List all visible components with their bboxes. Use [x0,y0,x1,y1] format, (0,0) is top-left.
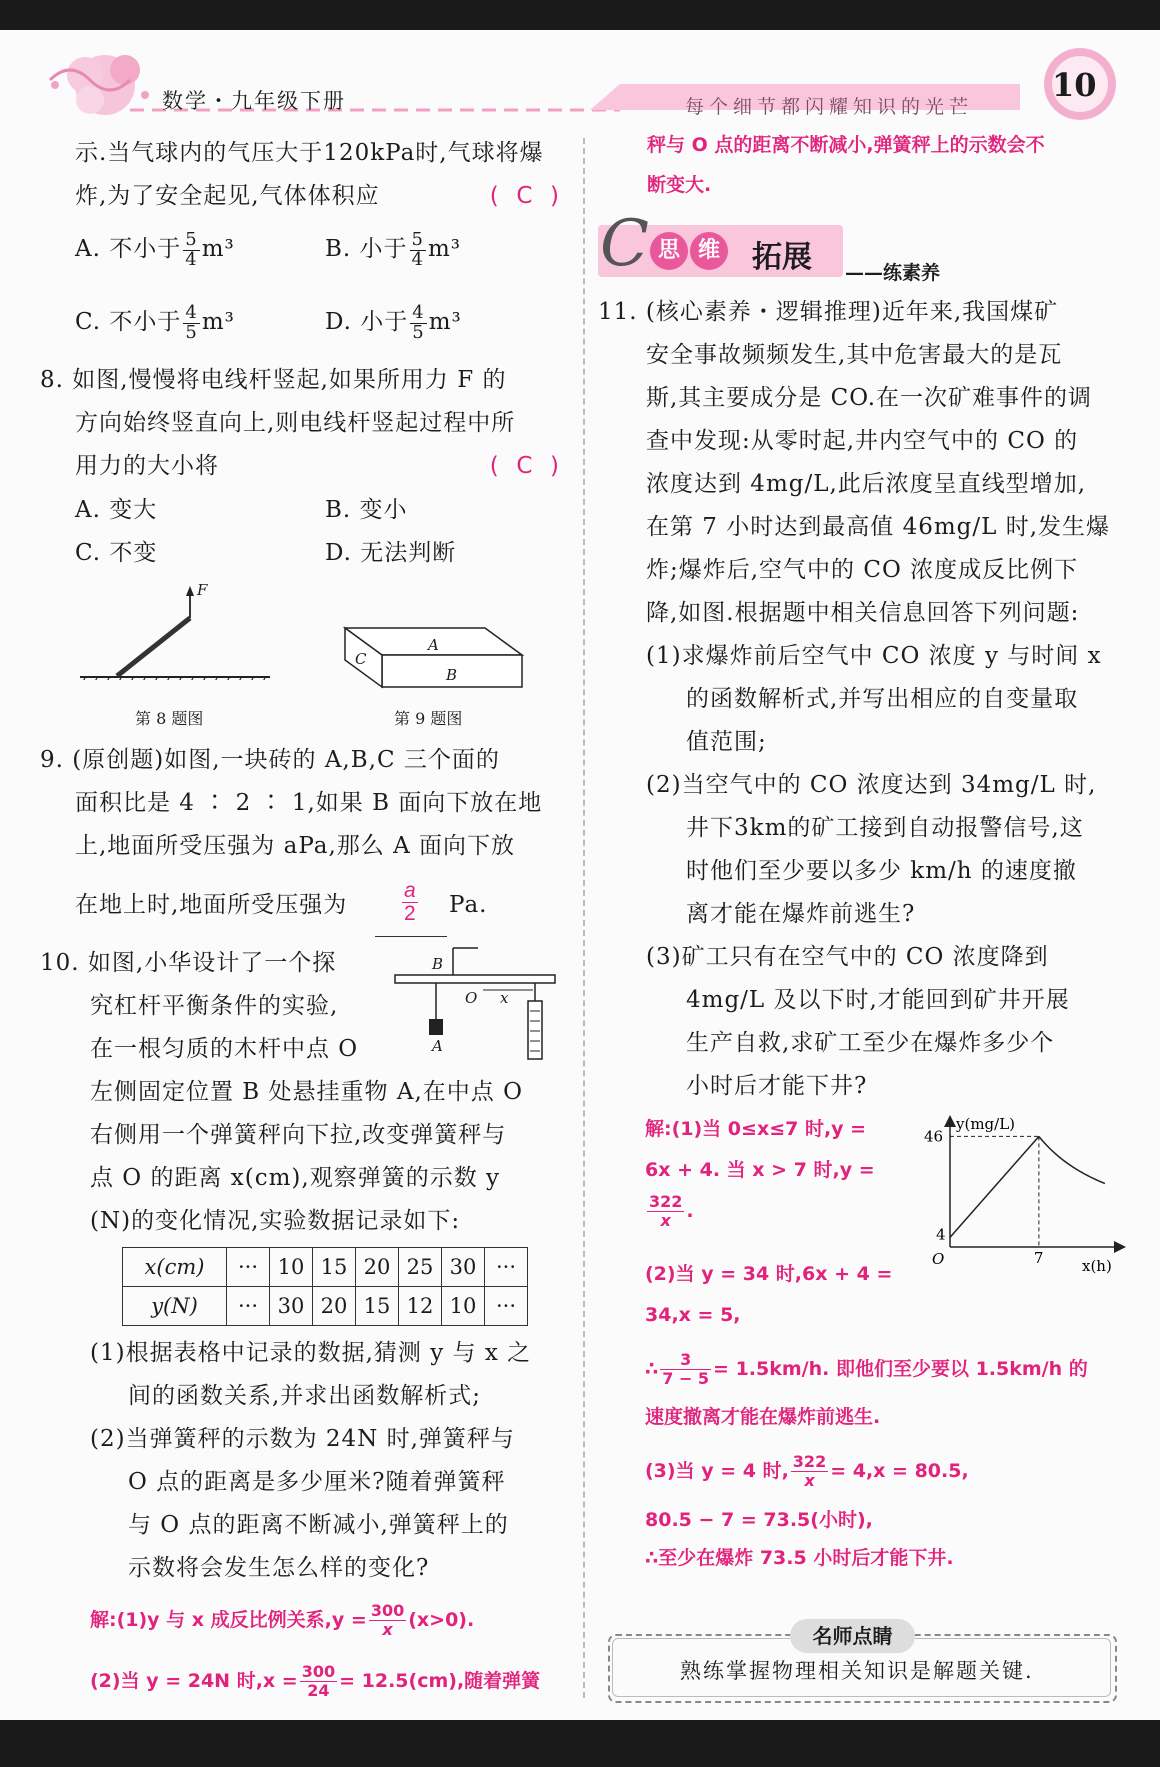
q10-data-table [122,1247,528,1326]
q11-answer-2b: ∴ $\frac{3}{7 - 5}$ = 1.5km/h. 即他们至少要以 1.5km/h 的 [645,1350,1088,1388]
table-cell: ··· [227,1248,270,1287]
x-tick-label: 7 [1033,1249,1044,1267]
tip-text: 熟练掌握物理相关知识是解题关键. [680,1659,1034,1683]
q8-option-d: D. 无法判断 [325,540,457,566]
fig9-label-a: A [428,636,439,654]
fig8-caption: 第 8 题图 [135,709,204,728]
flower-ornament-icon [50,55,149,115]
fig9-label-c: C [355,650,367,668]
q11-answer-2a: (2)当 y = 34 时,6x + 4 = 34,x = 5, [645,1263,893,1326]
table-row [123,1287,528,1326]
q7-answer: C [516,183,534,209]
y-tick-label: 46 [924,1127,944,1146]
q9-answer: $\frac{a}{2}$ [404,879,416,926]
table-cell: 30 [270,1287,313,1326]
question-8: 8. 如图,慢慢将电线杆竖起,如果所用力 F 的 方向始终竖直向上,则电线杆竖起过程中所 用力的大小将 ( C ) [40,367,560,479]
fig10-label-b: B [432,955,444,973]
tip-title: 名师点睛 [790,1619,915,1653]
q10-solution-2: (2)当 y = 24N 时,x = $\frac{300}{24}$ = 12.5(cm),随着弹簧 [90,1662,541,1700]
table-cell: ··· [485,1287,528,1326]
table-cell: 20 [356,1248,399,1287]
fig10-label-o: O [465,989,478,1007]
section-title-char-2: 维 [690,232,728,270]
figure-10-lever [393,945,563,1065]
header-subject: 数学・九年级下册 [162,89,346,113]
fig10-label-a: A [432,1037,443,1055]
table-cell: 25 [399,1248,442,1287]
table-cell: x(cm) [123,1248,227,1287]
question-11: 11. (核心素养・逻辑推理)近年来,我国煤矿 安全事故频频发生,其中危害最大的是瓦 斯,其主要成分是 CO.在一次矿难事件的调 查中发现:从零时起,井内空气中的 CO 的 浓度达到 4mg/L,此后浓度呈直线型增加, 在第 7 小时达到最高值 46mg/L 时,发生爆 炸;爆炸后,空气中的 CO 浓度成反比例下 降,如图.根据题中相关信息回答下列问题: (1)求爆炸前后空气中 CO 浓度 y 与时间 x 的函数解析式,并写出相应的自变量取 值范围; (2)当空气中的 CO 浓度达到 34mg/L 时, 井下3km的矿工接到自动报警信号,这 时他们至少要以多少 km/h 的速度撤 离才能在爆炸前逃生? (3)矿工只有在空气中的 CO 浓度降到 4mg/L 及以下时,才能回到矿井开展 生产自救,求矿工至少在爆炸多少个 小时后才能下井? [598,299,1111,1099]
table-cell: ··· [485,1248,528,1287]
figure-8-pole [75,580,275,680]
column-divider [583,138,585,1698]
q7-option-a: A. 不小于 $\frac{5}{4}$ m³ [75,228,235,270]
q7-continuation: 示.当气球内的气压大于120kPa时,气球将爆炸,为了安全起见,气体体积应 ( C ) [75,140,560,209]
y-axis-label: y(mg/L) [956,1115,1016,1133]
q7-option-d: D. 小于 $\frac{4}{5}$ m³ [325,301,462,343]
q9-last-line: 在地上时,地面所受压强为 [75,892,348,918]
table-cell: 10 [442,1287,485,1326]
table-row [123,1248,528,1287]
question-10-body: 左侧固定位置 B 处悬挂重物 A,在中点 O 右侧用一个弹簧秤向下拉,改变弹簧秤与 点 O 的距离 x(cm),观察弹簧的示数 y (N)的变化情况,实验数据记录如下: [90,1079,523,1234]
fig9-label-b: B [446,666,458,684]
table-cell: 15 [313,1248,356,1287]
q8-option-c: C. 不变 [75,540,158,566]
table-cell: 30 [442,1248,485,1287]
table-cell: ··· [227,1287,270,1326]
q10-solution-continued: 秤与 O 点的距离不断减小,弹簧秤上的示数会不 断变大. [647,134,1045,196]
q11-answer-3c: ∴至少在爆炸 73.5 小时后才能下井. [645,1547,954,1569]
co-concentration-graph [920,1115,1130,1280]
series-line-after-explosion [1039,1136,1105,1183]
q7-option-c: C. 不小于 $\frac{4}{5}$ m³ [75,301,235,343]
q8-option-b: B. 变小 [325,497,408,523]
fig10-label-x: x [500,989,509,1007]
fig9-caption: 第 9 题图 [394,709,463,728]
table-cell: y(N) [123,1287,227,1326]
q8-answer: C [516,453,534,479]
section-title: 拓展 [752,240,812,275]
table-cell: 15 [356,1287,399,1326]
section-title-char-1: 思 [650,232,688,270]
section-letter: C [600,207,649,281]
table-cell: 20 [313,1287,356,1326]
question-10-parts: (1)根据表格中记录的数据,猜测 y 与 x 之 间的函数关系,并求出函数解析式; (2)当弹簧秤的示数为 24N 时,弹簧秤与 O 点的距离是多少厘米?随着弹簧秤 与 O 点的距离不断减小,弹簧秤上的 示数将会发生怎么样的变化? [90,1340,532,1581]
q10-solution-1: 解:(1)y 与 x 成反比例关系,y = $\frac{300}{x}$ (x>0). [90,1601,475,1639]
y-tick-label: 4 [936,1225,946,1244]
page-number: 10 [1052,66,1097,104]
origin-label: O [932,1250,945,1268]
question-10-intro: 10. 如图,小华设计了一个探 究杠杆平衡条件的实验, 在一根匀质的木杆中点 O [40,950,359,1062]
q8-option-a: A. 变大 [75,497,158,523]
header-slogan: 每个细节都闪耀知识的光芒 [685,96,974,118]
q11-answer-2c: 速度撤离才能在爆炸前逃生. [645,1406,881,1428]
question-9: 9. (原创题)如图,一块砖的 A,B,C 三个面的 面积比是 4 ∶ 2 ∶ 1,如果 B 面向下放在地 上,地面所受压强为 aPa,那么 A 面向下放 [40,747,543,859]
q11-answer-3b: 80.5 − 7 = 73.5(小时), [645,1509,873,1531]
q7-option-b: B. 小于 $\frac{5}{4}$ m³ [325,228,462,270]
q9-unit: Pa. [449,892,488,918]
fig8-label-f: F [197,581,208,599]
section-subtitle: ——练素养 [845,262,941,284]
table-cell: 10 [270,1248,313,1287]
table-cell: 12 [399,1287,442,1326]
q11-answer-3a: (3)当 y = 4 时, $\frac{322}{x}$ = 4,x = 80.5, [645,1452,969,1490]
series-line-before-explosion [950,1136,1039,1237]
q11-answer-1: 解:(1)当 0≤x≤7 时,y = 6x + 4. 当 x > 7 时,y = $\frac{322}{x}$ . [645,1118,875,1230]
x-axis-label: x(h) [1082,1257,1112,1275]
figure-9-brick [340,620,530,695]
